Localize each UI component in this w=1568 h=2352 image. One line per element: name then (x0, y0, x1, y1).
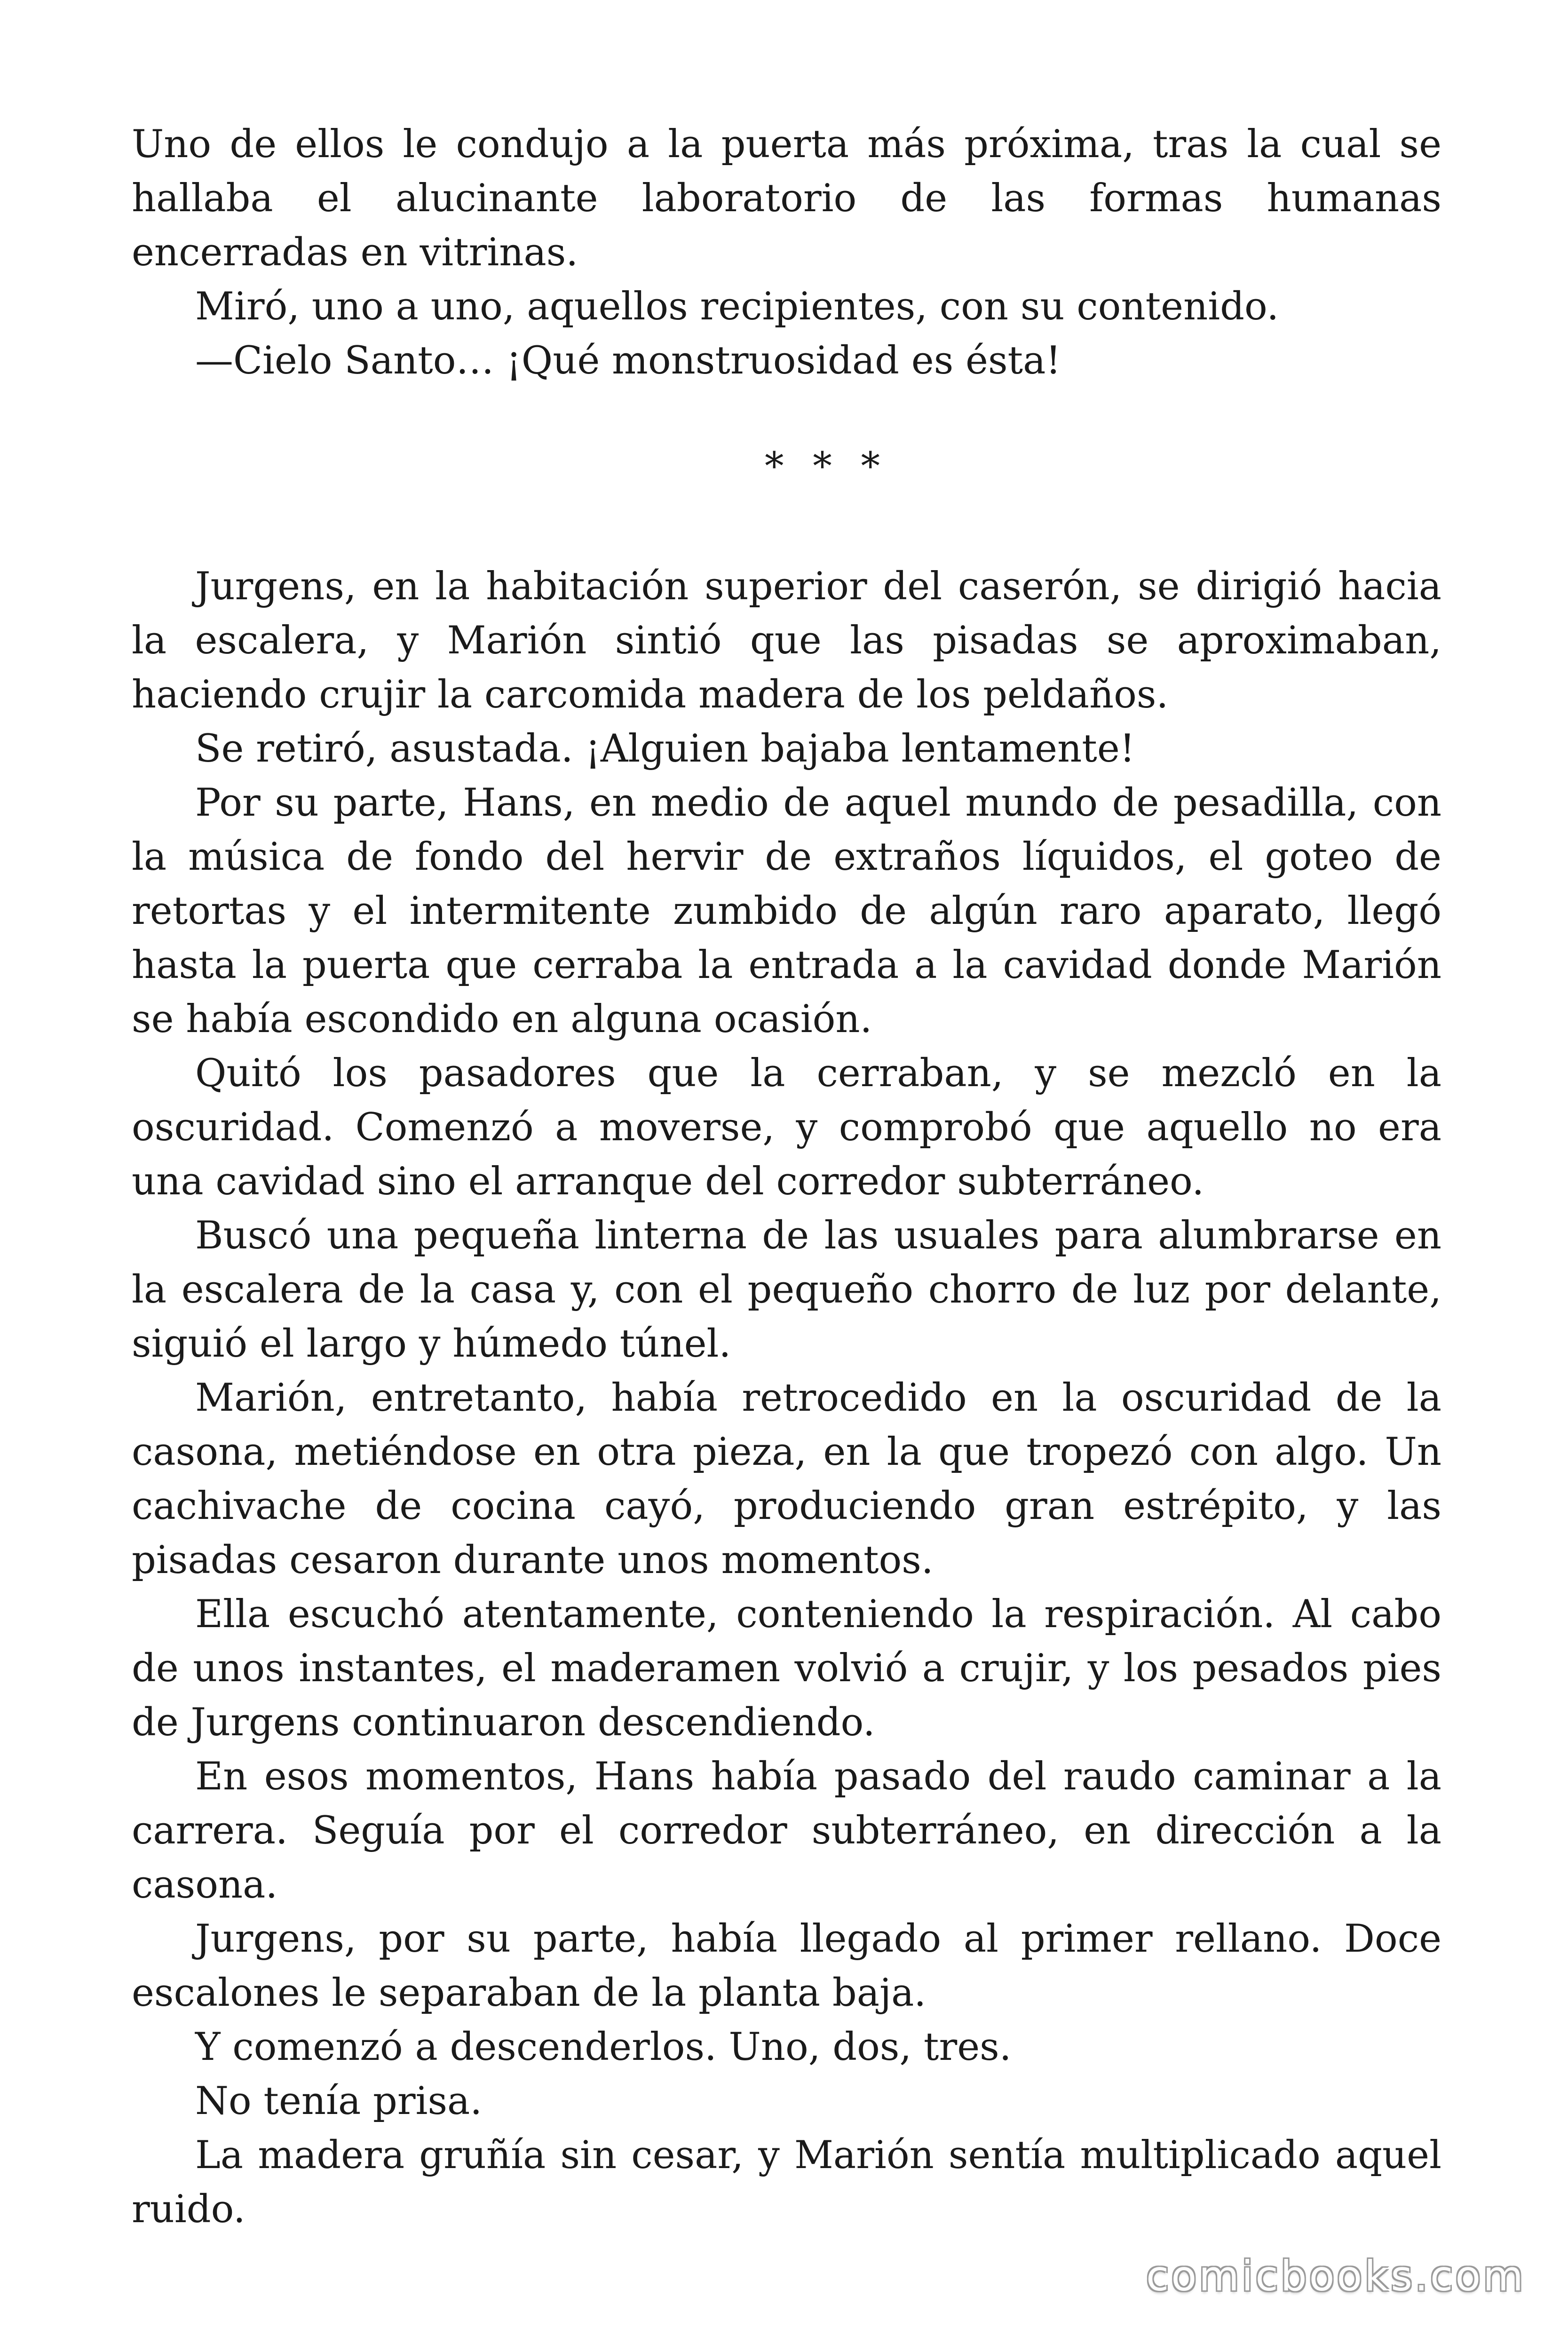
paragraph: Jurgens, por su parte, había llegado al primer rellano. Doce escalones le separaban de la planta baja. (132, 1917, 1441, 2015)
paragraph: Quitó los pasadores que la cerraban, y se mezcló en la oscuridad. Comenzó a moverse, y comprobó que aquello no era una cavidad sino el arranque del corredor subterráneo. (132, 1051, 1441, 1204)
paragraph: No tenía prisa. (195, 2079, 483, 2123)
paragraph: Jurgens, en la habitación superior del caserón, se dirigió hacia la escalera, y Marión sintió que las pisadas se aproximaban, haciendo crujir la carcomida madera de los peldaños. (132, 564, 1441, 717)
paragraph: Buscó una pequeña linterna de las usuales para alumbrarse en la escalera de la casa y, con el pequeño chorro de luz por delante, siguió el largo y húmedo túnel. (132, 1214, 1441, 1366)
paragraph: Por su parte, Hans, en medio de aquel mundo de pesadilla, con la música de fondo del hervir de extraños líquidos, el goteo de retortas y el intermitente zumbido de algún raro aparato, llegó hasta la puerta que cerraba la entrada a la cavidad donde Marión se había escondido en alguna ocasión. (132, 781, 1441, 1041)
watermark-logo: comicbooks.com (1146, 2252, 1526, 2300)
paragraph: Uno de ellos le condujo a la puerta más próxima, tras la cual se hallaba el alucinante laboratorio de las formas humanas encerradas en vitrinas. (132, 122, 1441, 275)
paragraph: La madera gruñía sin cesar, y Marión sentía multiplicado aquel ruido. (132, 2133, 1441, 2232)
paragraph: Se retiró, asustada. ¡Alguien bajaba lentamente! (195, 727, 1135, 771)
dialogue-paragraph: —Cielo Santo… ¡Qué monstruosidad es ésta! (195, 339, 1061, 383)
paragraph: Ella escuchó atentamente, conteniendo la respiración. Al cabo de unos instantes, el maderamen volvió a crujir, y los pesados pies de Jurgens continuaron descendiendo. (132, 1592, 1441, 1745)
page-body (132, 118, 1441, 2237)
paragraph: Y comenzó a descenderlos. Uno, dos, tres. (195, 2025, 1012, 2069)
paragraph: Miró, uno a uno, aquellos recipientes, con su contenido. (195, 285, 1279, 329)
paragraph: Marión, entretanto, había retrocedido en la oscuridad de la casona, metiéndose en otra pieza, en la que tropezó con algo. Un cachivache de cocina cayó, produciendo gran estrépito, y las pisadas cesaron durante unos momentos. (132, 1376, 1441, 1582)
paragraph: En esos momentos, Hans había pasado del raudo caminar a la carrera. Seguía por el corredor subterráneo, en dirección a la casona. (132, 1755, 1441, 1907)
section-break: * * * (765, 445, 888, 489)
